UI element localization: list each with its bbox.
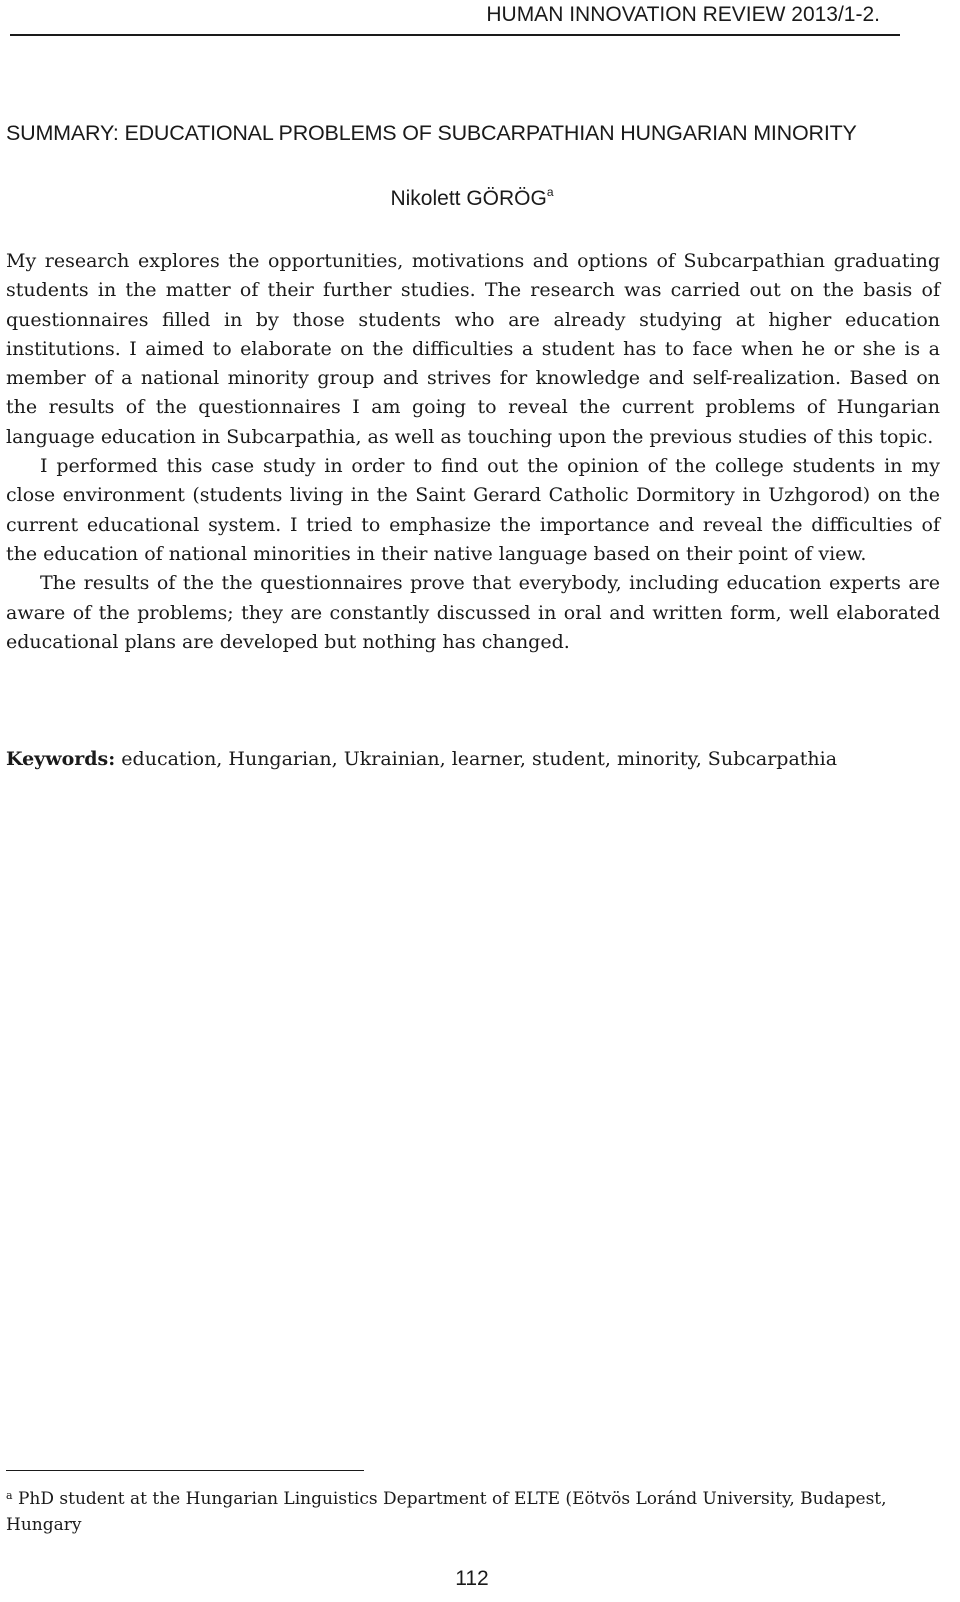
keywords-line [6, 745, 940, 774]
footnote-text: PhD student at the Hungarian Linguistics Department of ELTE (Eötvös Loránd University, Budapest, Hungary [6, 1489, 887, 1535]
article-title: SUMMARY: EDUCATIONAL PROBLEMS OF SUBCARPATHIAN HUNGARIAN MINORITY [6, 121, 857, 145]
footnote-divider [6, 1470, 364, 1471]
running-header: HUMAN INNOVATION REVIEW 2013/1-2. [10, 2, 900, 36]
footnote-mark: a [6, 1489, 13, 1502]
author-footnote-mark: a [546, 185, 554, 199]
abstract-paragraph-1: My research explores the opportunities, motivations and options of Subcarpathian graduating students in the matter of their further studies. The research was carried out on the basis of questionnaires filled in by those students who are already studying at higher education institutions. I aimed to elaborate on the difficulties a student has to face when he or she is a member of a national minority group and strives for knowledge and self-realization. Based on the results of the questionnaires I am going to reveal the current problems of Hungarian language education in Subcarpathia, as well as touching upon the previous studies of this topic. [6, 250, 940, 448]
keywords-list: education, Hungarian, Ukrainian, learner, student, minority, Subcarpathia [115, 748, 838, 770]
author-line [0, 186, 944, 212]
page-number: 112 [455, 1567, 489, 1590]
abstract [6, 247, 940, 657]
author-name: Nikolett GÖRÖG [390, 187, 547, 210]
keywords-label: Keywords: [6, 748, 116, 770]
abstract-paragraph-2: I performed this case study in order to find out the opinion of the college students in my close environment (students living in the Saint Gerard Catholic Dormitory in Uzhgorod) on the current educational system. I tried to emphasize the importance and reveal the difficulties of the education of national minorities in their native language based on their point of view. [6, 455, 940, 565]
footnote [6, 1486, 940, 1538]
abstract-paragraph-3: The results of the the questionnaires prove that everybody, including education experts are aware of the problems; they are constantly discussed in oral and written form, well elaborated educational plans are developed but nothing has changed. [6, 572, 940, 653]
